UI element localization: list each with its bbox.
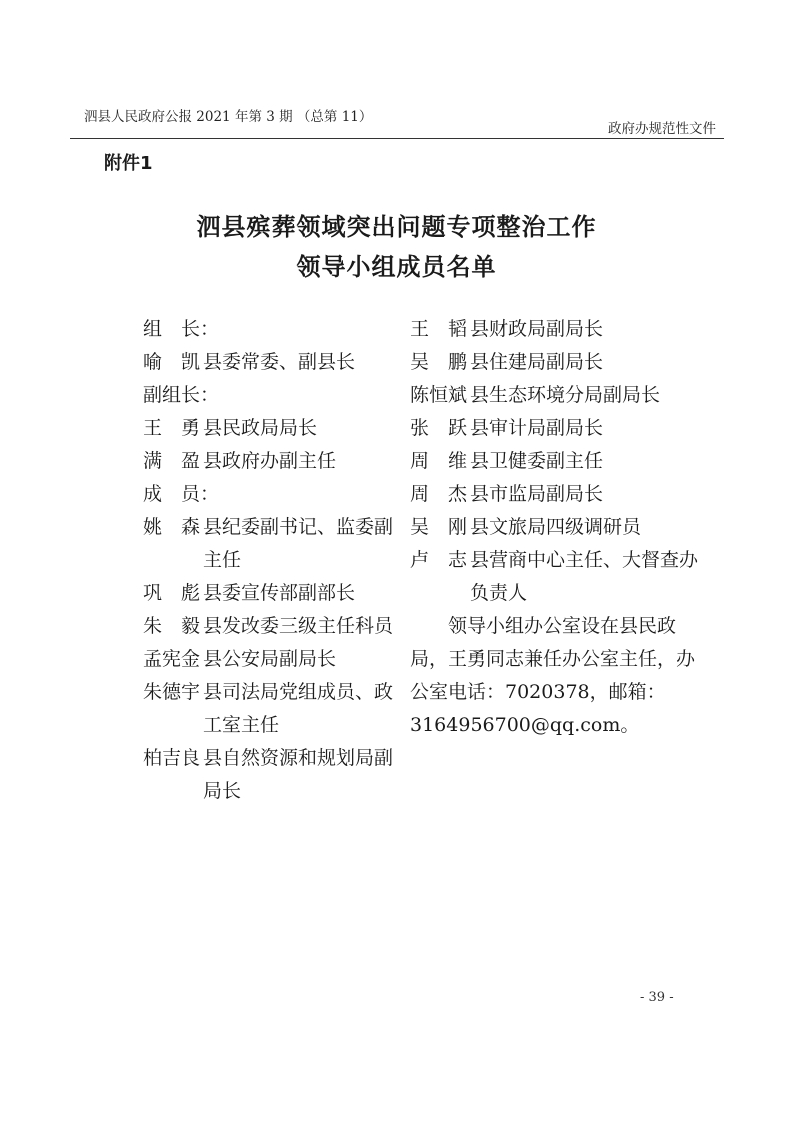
role-label: 副组长：: [143, 384, 220, 406]
member-duty: 县委宣传部副部长: [203, 582, 356, 604]
member-name: 吴 刚: [410, 516, 468, 538]
member-name: 周 维: [410, 450, 468, 472]
header-publication: 泗县人民政府公报 2021 年第 3 期 （总第 11）: [84, 109, 373, 125]
member-row: [143, 511, 403, 577]
member-duty: 县民政局局长: [203, 417, 318, 439]
member-name: 巩 彪: [143, 582, 201, 604]
member-duty: 县发改委三级主任科员: [203, 615, 394, 637]
member-name: 满 盈: [143, 450, 201, 472]
member-duty: 县财政局副局长: [470, 318, 604, 340]
member-name: 卢 志: [410, 549, 468, 571]
member-row: [410, 412, 710, 445]
member-row: [410, 511, 710, 544]
member-list-left: [143, 313, 403, 808]
member-duty: 县委常委、副县长: [203, 351, 356, 373]
member-row: [410, 478, 710, 511]
page-number: - 39 -: [640, 990, 674, 1005]
member-row: [143, 445, 403, 478]
document-title-line-1: 泗县殡葬领域突出问题专项整治工作: [196, 212, 597, 241]
member-name: 王 韬: [410, 318, 468, 340]
member-duty: 县市监局副局长: [470, 483, 604, 505]
member-name: 吴 鹏: [410, 351, 468, 373]
document-title-line-2: 领导小组成员名单: [296, 252, 497, 281]
member-duty: 县卫健委副主任: [470, 450, 604, 472]
member-row: [410, 346, 710, 379]
member-row: [143, 742, 403, 808]
member-duty: 县司法局党组成员、政工室主任: [203, 681, 394, 736]
member-row: [410, 313, 710, 346]
member-row: [143, 577, 403, 610]
member-row: [143, 610, 403, 643]
member-name: 姚 森: [143, 516, 201, 538]
member-duty: 县营商中心主任、大督查办负责人: [470, 549, 699, 604]
member-name: 王 勇: [143, 417, 201, 439]
member-row: [410, 544, 710, 610]
role-label: 组 长：: [143, 318, 220, 340]
member-name: 朱德宇: [143, 681, 201, 703]
member-row: [143, 676, 403, 742]
member-duty: 县住建局副局长: [470, 351, 604, 373]
member-list-right: [410, 313, 710, 742]
header-divider: [70, 138, 724, 139]
member-duty: 县公安局副局长: [203, 648, 337, 670]
member-row: [143, 346, 403, 379]
member-name: 朱 毅: [143, 615, 201, 637]
member-duty: 县文旅局四级调研员: [470, 516, 642, 538]
member-duty: 县审计局副局长: [470, 417, 604, 439]
header-category: 政府办规范性文件: [608, 121, 716, 137]
member-row: [410, 379, 710, 412]
member-duty: 县生态环境分局副局长: [470, 384, 661, 406]
member-duty: 县纪委副书记、监委副主任: [203, 516, 394, 571]
member-row: [410, 445, 710, 478]
attachment-label: 附件1: [104, 153, 153, 174]
member-name: 张 跃: [410, 417, 468, 439]
member-duty: 县自然资源和规划局副局长: [203, 747, 394, 802]
member-row: [143, 412, 403, 445]
member-name: 喻 凯: [143, 351, 201, 373]
member-row: [143, 643, 403, 676]
member-name: 周 杰: [410, 483, 468, 505]
member-rows-right: [410, 313, 710, 610]
member-name: 孟宪金: [143, 648, 201, 670]
member-name: 陈恒斌: [410, 384, 468, 406]
office-note: 领导小组办公室设在县民政局，王勇同志兼任办公室主任，办公室电话：7020378，邮箱：3164956700@qq.com。: [410, 615, 696, 736]
member-name: 柏吉良: [143, 747, 201, 769]
member-duty: 县政府办副主任: [203, 450, 337, 472]
role-label: 成 员：: [143, 483, 220, 505]
